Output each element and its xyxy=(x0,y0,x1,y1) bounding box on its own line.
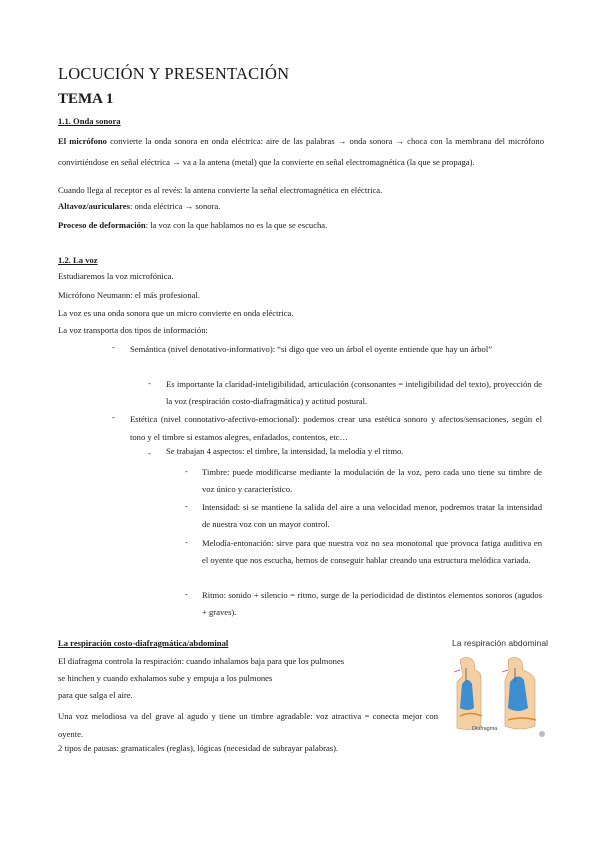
item-melodia: Melodía-entonación: sirve para que nuestra voz no sea monotonal que provoca fatiga auditiva en el oyente que nos escucha, hemos de conseguir hablar creando una estructura melódica variada. xyxy=(202,538,542,565)
line-hinchen: se hinchen y cuando exhalamos sube y empuja a los pulmones xyxy=(58,673,273,683)
heading-la-voz: 1.2. La voz xyxy=(58,255,98,265)
bullet-dash: - xyxy=(112,342,115,352)
line-salga-aire: para que salga el aire. xyxy=(58,690,133,700)
bullet-dash: - xyxy=(185,466,188,476)
item-cuatro-aspectos: Se trabajan 4 aspectos: el timbre, la intensidad, la melodía y el ritmo. xyxy=(166,446,404,456)
respiracion-abdominal-figure xyxy=(446,638,554,742)
item-semantica-detalle: Es importante la claridad-inteligibilidad, articulación (consonantes = inteligibilidad del texto), proyección de la voz (respiración costo-diafragmática) y actitud postural. xyxy=(166,379,542,406)
text-altavoz: : onda eléctrica → sonora. xyxy=(129,201,221,211)
document-title: LOCUCIÓN Y PRESENTACIÓN xyxy=(58,64,290,83)
item-timbre: Timbre: puede modificarse mediante la modulación de la voz, pero cada uno tiene su timbre de voz único y característico. xyxy=(202,467,542,494)
arrow-left xyxy=(454,670,460,672)
line-voz-microfonica: Estudiaremos la voz microfónica. xyxy=(58,271,174,281)
paragraph-microfono xyxy=(58,131,544,173)
bullet-dash: - xyxy=(185,589,188,599)
line-onda-electrica: La voz es una onda sonora que un micro convierte en onda eléctrica. xyxy=(58,308,294,318)
item-semantica: Semántica (nivel denotativo-informativo): “si digo que veo un árbol el oyente entiende que hay un árbol” xyxy=(130,344,493,354)
lungs-left xyxy=(460,680,474,710)
bullet-dash: - xyxy=(185,501,188,511)
bullet-dash: - xyxy=(148,448,151,458)
arrow-right xyxy=(502,670,508,672)
term-microfono: El micrófono xyxy=(58,136,107,146)
heading-onda-sonora: 1.1. Onda sonora xyxy=(58,116,121,126)
item-ritmo: Ritmo: sonido + silencio = ritmo, surge de la periodicidad de distintos elementos sonoros (agudos + graves). xyxy=(202,590,542,617)
line-neumann: Micrófono Neumann: el más profesional. xyxy=(58,290,200,300)
logo-mark xyxy=(539,731,545,737)
bullet-dash: - xyxy=(112,412,115,422)
term-altavoz: Altavoz/auriculares xyxy=(58,201,130,211)
line-voz-melodiosa: Una voz melodiosa va del grave al agudo y tiene un timbre agradable: voz atractiva = conecta mejor con oyente. xyxy=(58,711,438,739)
item-estetica: Estética (nivel connotativo-afectivo-emocional): podemos crear una estética sonoro y afectos/sensaciones, según el tono y el timbre si estamos alegres, enfadados, contentos, etc… xyxy=(130,414,542,442)
line-diafragma: El diafragma controla la respiración: cuando inhalamos baja para que los pulmones xyxy=(58,656,345,666)
item-intensidad: Intensidad: si se mantiene la salida del aire a una velocidad menor, podremos tratar la intensidad de nuestra voz con un mayor control. xyxy=(202,502,542,529)
figure-title: La respiración abdominal xyxy=(452,638,549,648)
text-microfono: convierte la onda sonora en onda eléctrica: aire de las palabras → onda sonora → choca con la membrana del micrófono convirtiéndose en señal eléctrica → va a la antena (metal) que la convierte en señal electromagnética (la que se propaga). xyxy=(58,136,544,167)
section-tema-heading: TEMA 1 xyxy=(58,91,114,107)
line-pausas: 2 tipos de pausas: gramaticales (reglas), lógicas (necesidad de subrayar palabras). xyxy=(58,743,339,753)
paragraph-receptor: Cuando llega al receptor es al revés: la antena convierte la señal electromagnética en eléctrica. xyxy=(58,185,383,195)
text-deformacion: : la voz con la que hablamos no es la que se escucha. xyxy=(145,220,328,230)
line-dos-tipos: La voz transporta dos tipos de información: xyxy=(58,325,208,335)
paragraph-deformacion xyxy=(58,220,327,230)
term-deformacion: Proceso de deformación xyxy=(58,220,146,230)
heading-respiracion: La respiración costo-diafragmática/abdominal xyxy=(58,638,229,648)
figure-label-diafragma: Diafragma xyxy=(472,726,498,732)
bullet-dash: - xyxy=(148,378,151,388)
bullet-dash: - xyxy=(185,537,188,547)
paragraph-altavoz xyxy=(58,201,220,211)
breathing-illustration xyxy=(446,638,554,742)
